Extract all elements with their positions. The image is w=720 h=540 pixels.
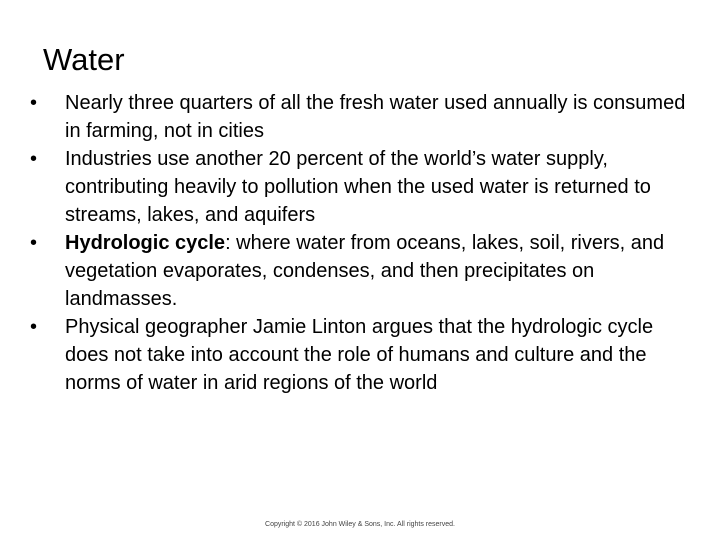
bullet-icon: • [30, 232, 38, 254]
bullet-text: : where water from oceans, lakes, soil, rivers, and vegetation evaporates, condenses, and then precipitates on landmasses. [65, 232, 665, 310]
bullet-list [30, 89, 700, 397]
bullet-item-industries [30, 145, 700, 229]
bullet-icon: • [30, 92, 38, 114]
hydrologic-cycle-term: Hydrologic cycle [65, 232, 226, 254]
bullet-icon: • [30, 316, 38, 338]
copyright-footer: Copyright © 2016 John Wiley & Sons, Inc. All rights reserved. [265, 521, 455, 528]
slide-title: Water [43, 42, 125, 77]
bullet-text: Physical geographer Jamie Linton argues that the hydrologic cycle does not take into account the role of humans and culture and the norms of water in arid regions of the world [65, 316, 654, 394]
bullet-item-hydrologic-cycle [30, 229, 700, 313]
bullet-icon: • [30, 148, 38, 170]
bullet-item-farming [30, 89, 700, 145]
bullet-item-linton [30, 313, 700, 397]
bullet-text: Industries use another 20 percent of the world’s water supply, contributing heavily to pollution when the used water is returned to streams, lakes, and aquifers [65, 148, 651, 226]
bullet-text: Nearly three quarters of all the fresh water used annually is consumed in farming, not in cities [65, 92, 686, 142]
